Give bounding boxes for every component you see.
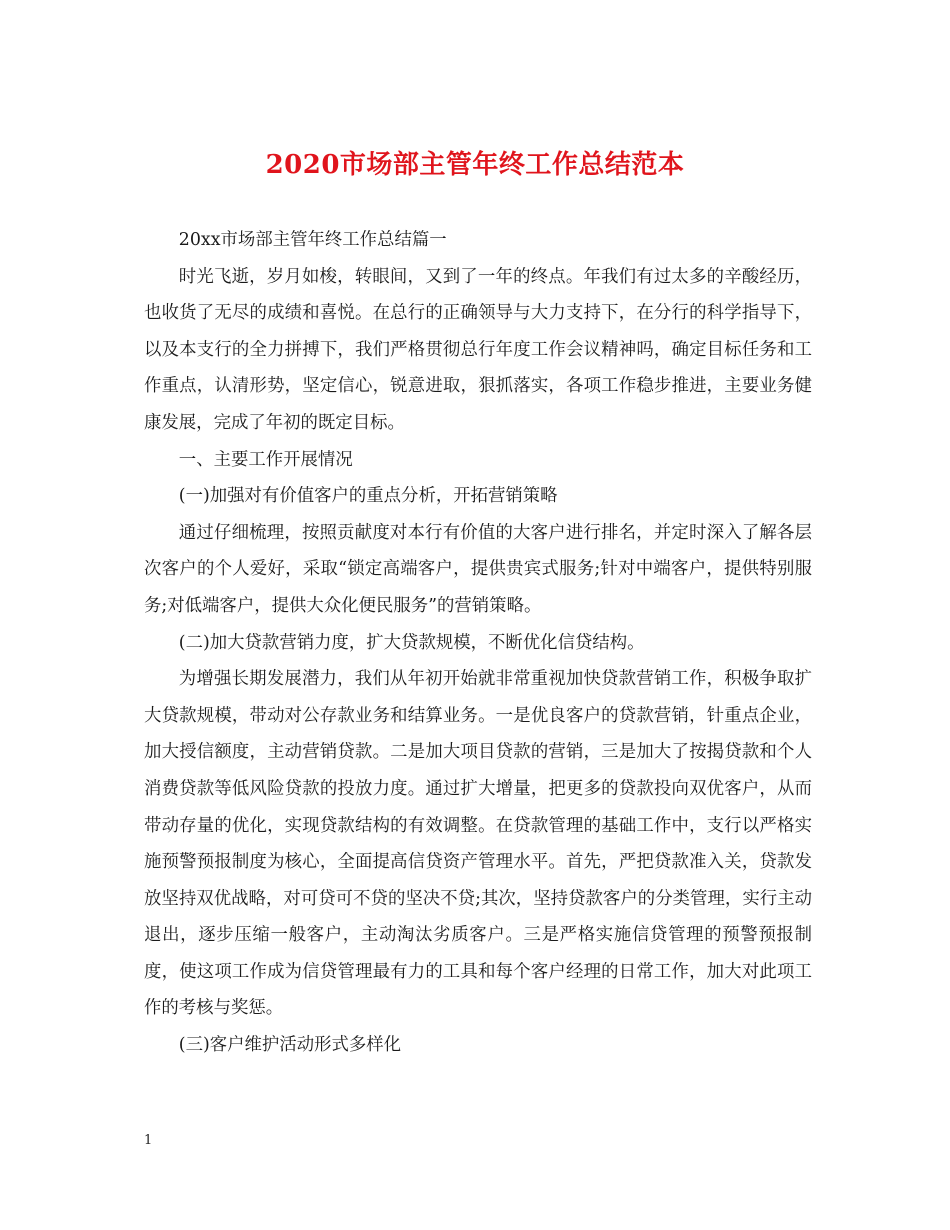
paragraph-subheading-2: (二)加大贷款营销力度，扩大贷款规模，不断优化信贷结构。 xyxy=(178,632,645,653)
paragraph-intro: 时光飞逝，岁月如梭，转眼间，又到了一年的终点。年我们有过太多的辛酸经历，也收货了无尽的成绩和喜悦。在总行的正确领导与大力支持下，在分行的科学指导下，以及本支行的全力拼搏下，我们严格贯彻总行年度工作会议精神吗，确定目标任务和工作重点，认清形势，坚定信心，锐意进取，狠抓落实，各项工作稳步推进，主要业务健康发展，完成了年初的既定目标。 xyxy=(144,266,812,433)
paragraph-body-2: 为增强长期发展潜力，我们从年初开始就非常重视加快贷款营销工作，积极争取扩大贷款规模，带动对公存款业务和结算业务。一是优良客户的贷款营销，针重点企业，加大授信额度，主动营销贷款。二是加大项目贷款的营销，三是加大了按揭贷款和个人消费贷款等低风险贷款的投放力度。通过扩大增量，把更多的贷款投向双优客户，从而带动存量的优化，实现贷款结构的有效调整。在贷款管理的基础工作中，支行以严格实施预警预报制度为核心，全面提高信贷资产管理水平。首先，严把贷款准入关，贷款发放坚持双优战略，对可贷可不贷的坚决不贷;其次，坚持贷款客户的分类管理，实行主动退出，逐步压缩一般客户，主动淘汰劣质客户。三是严格实施信贷管理的预警预报制度，使这项工作成为信贷管理最有力的工具和每个客户经理的日常工作，加大对此项工作的考核与奖惩。 xyxy=(144,669,812,1019)
paragraph-subheading-1: (一)加强对有价值客户的重点分析，开拓营销策略 xyxy=(178,486,558,507)
paragraph-body-1: 通过仔细梳理，按照贡献度对本行有价值的大客户进行排名，并定时深入了解各层次客户的个人爱好，采取“锁定高端客户，提供贵宾式服务;针对中端客户，提供特别服务;对低端客户，提供大众化便民服务”的营销策略。 xyxy=(144,522,812,616)
page-number: 1 xyxy=(144,1133,153,1148)
paragraph-section-heading: 20xx市场部主管年终工作总结篇一 xyxy=(178,230,447,250)
document-title: 2020市场部主管年终工作总结范本 xyxy=(265,150,685,180)
document-body xyxy=(144,222,812,1064)
paragraph-heading-main-work: 一、主要工作开展情况 xyxy=(178,449,353,470)
paragraph-subheading-3: (三)客户维护活动形式多样化 xyxy=(178,1035,402,1056)
